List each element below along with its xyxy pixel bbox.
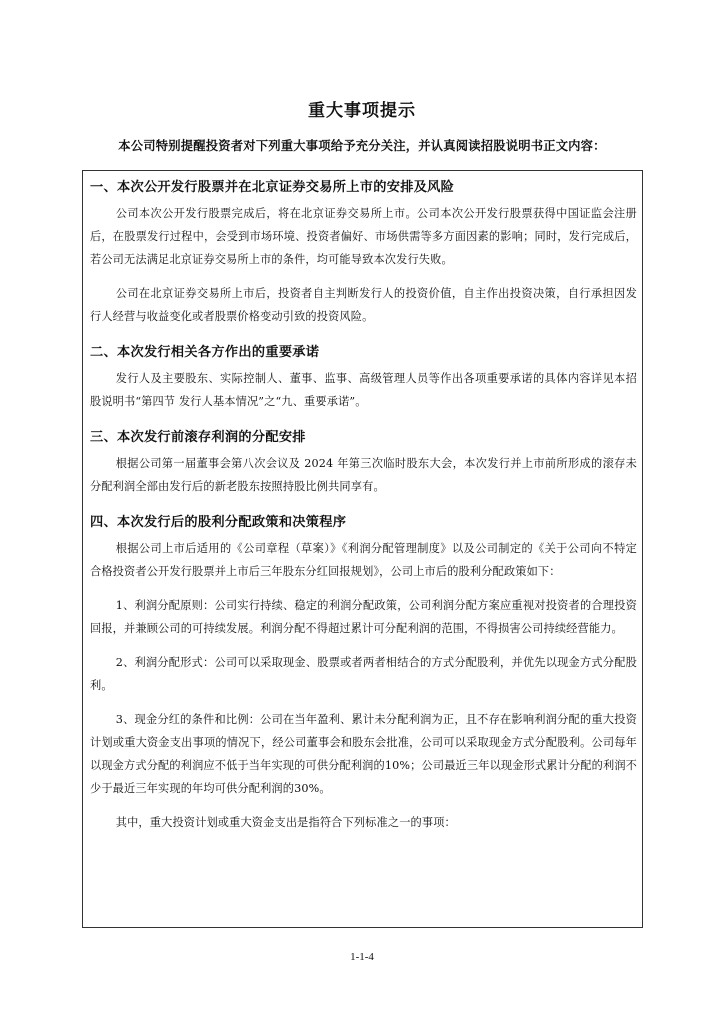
paragraph: 3、现金分红的条件和比例：公司在当年盈利、累计未分配利润为正，且不存在影响利润分配的重大投资计划或重大资金支出事项的情况下，经公司董事会和股东会批准，公司可以采取现金方式分配股利。公司每年以现金方式分配的利润应不低于当年实现的可供分配利润的10%；公司最近三年以现金形式累计分配的利润不少于最近三年实现的年均可供分配利润的30%。 [90,713,637,795]
paragraph: 其中，重大投资计划或重大资金支出是指符合下列标准之一的事项： [115,816,456,829]
paragraph: 公司在北京证券交易所上市后，投资者自主判断发行人的投资价值，自主作出投资决策，自行承担因发行人经营与收益变化或者股票价格变动引致的投资风险。 [90,287,637,323]
paragraph: 根据公司第一届董事会第八次会议及 2024 年第三次临时股东大会，本次发行并上市前所形成的滚存未分配利润全部由发行后的新老股东按照持股比例共同享有。 [90,457,637,493]
paragraph: 公司本次公开发行股票完成后，将在北京证券交易所上市。公司本次公开发行股票获得中国证监会注册后，在股票发行过程中，会受到市场环境、投资者偏好、市场供需等多方面因素的影响；同时，发行完成后，若公司无法满足北京证券交易所上市的条件，均可能导致本次发行失败。 [90,207,637,266]
page-number: 1-1-4 [350,951,374,963]
paragraph: 根据公司上市后适用的《公司章程（草案）》《利润分配管理制度》以及公司制定的《关于公司向不特定合格投资者公开发行股票并上市后三年股东分红回报规划》，公司上市后的股利分配政策如下： [90,542,637,578]
section-heading-2: 二、本次发行相关各方作出的重要承诺 [90,345,320,360]
section-heading-1: 一、本次公开发行股票并在北京证券交易所上市的安排及风险 [90,180,455,195]
section-heading-4: 四、本次发行后的股利分配政策和决策程序 [90,515,347,530]
page-title: 重大事项提示 [308,101,416,121]
content-body [90,174,637,845]
section-heading-3: 三、本次发行前滚存利润的分配安排 [90,430,306,445]
paragraph: 2、利润分配形式：公司可以采取现金、股票或者两者相结合的方式分配股利，并优先以现金方式分配股利。 [90,656,637,692]
paragraph: 1、利润分配原则：公司实行持续、稳定的利润分配政策，公司利润分配方案应重视对投资者的合理投资回报，并兼顾公司的可持续发展。利润分配不得超过累计可分配利润的范围，不得损害公司持续经营能力。 [90,599,637,635]
notice-text: 本公司特别提醒投资者对下列重大事项给予充分关注，并认真阅读招股说明书正文内容： [118,139,606,153]
paragraph: 发行人及主要股东、实际控制人、董事、监事、高级管理人员等作出各项重要承诺的具体内容详见本招股说明书“第四节 发行人基本情况”之“九、重要承诺”。 [90,372,637,408]
